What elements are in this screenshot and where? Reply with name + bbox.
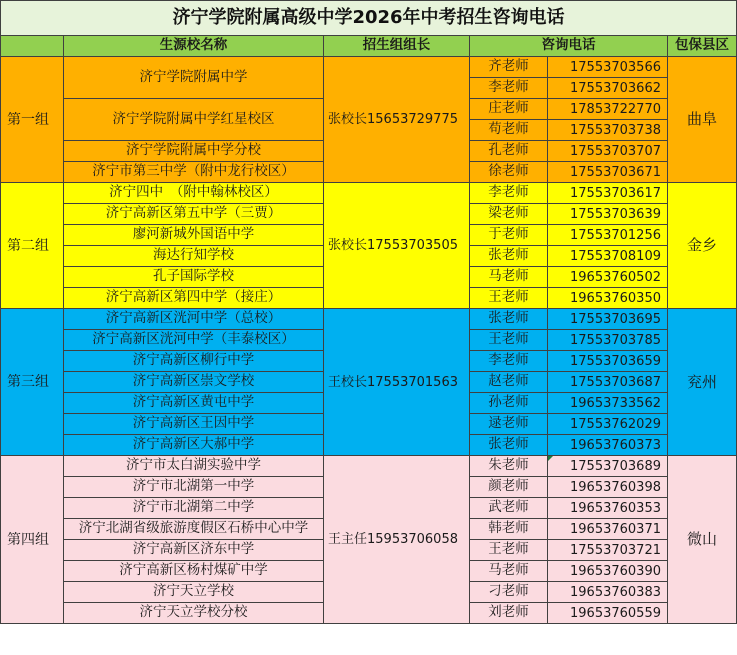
group-leader: 张校长17553703505: [324, 183, 470, 309]
phone-number: 19653760373: [548, 435, 668, 456]
header-blank: [1, 36, 64, 57]
school-name: 济宁学院附属中学红星校区: [64, 99, 324, 141]
county-name: 微山: [668, 456, 737, 624]
school-name: 济宁高新区第五中学（三贾）: [64, 204, 324, 225]
group-name: 第一组: [1, 57, 64, 183]
teacher-name: 王老师: [470, 330, 548, 351]
teacher-name: 韩老师: [470, 519, 548, 540]
teacher-name: 颜老师: [470, 477, 548, 498]
teacher-name: 马老师: [470, 561, 548, 582]
teacher-name: 王老师: [470, 540, 548, 561]
phone-number: 17553703707: [548, 141, 668, 162]
school-name: 济宁市太白湖实验中学: [64, 456, 324, 477]
phone-number: 19653733562: [548, 393, 668, 414]
school-name: 济宁高新区大郝中学: [64, 435, 324, 456]
phone-number: 17553703785: [548, 330, 668, 351]
teacher-name: 苟老师: [470, 120, 548, 141]
school-name: 济宁市北湖第一中学: [64, 477, 324, 498]
table-row: [1, 183, 737, 204]
school-name: 济宁高新区黄屯中学: [64, 393, 324, 414]
school-name: 济宁高新区王因中学: [64, 414, 324, 435]
school-name: 廖河新城外国语中学: [64, 225, 324, 246]
phone-number: 17553703617: [548, 183, 668, 204]
school-name: 济宁市第三中学（附中龙行校区）: [64, 162, 324, 183]
school-name: 济宁学院附属中学分校: [64, 141, 324, 162]
teacher-name: 孙老师: [470, 393, 548, 414]
phone-number: 17553703687: [548, 372, 668, 393]
phone-number: 17553703695: [548, 309, 668, 330]
phone-number: 17553703639: [548, 204, 668, 225]
header-school: 生源校名称: [64, 36, 324, 57]
school-name: 济宁北湖省级旅游度假区石桥中心中学: [64, 519, 324, 540]
school-name: 海达行知学校: [64, 246, 324, 267]
phone-number: 17553708109: [548, 246, 668, 267]
header-county: 包保县区: [668, 36, 737, 57]
teacher-name: 徐老师: [470, 162, 548, 183]
title-row: [1, 1, 737, 36]
phone-number: 17553762029: [548, 414, 668, 435]
teacher-name: 朱老师: [470, 456, 548, 477]
group-leader: 王校长17553701563: [324, 309, 470, 456]
teacher-name: 赵老师: [470, 372, 548, 393]
table-row: [1, 57, 737, 78]
phone-number: 19653760353: [548, 498, 668, 519]
teacher-name: 梁老师: [470, 204, 548, 225]
phone-number: 17553703671: [548, 162, 668, 183]
phone-number: 17553703659: [548, 351, 668, 372]
header-phone: 咨询电话: [470, 36, 668, 57]
school-name: 济宁高新区崇文学校: [64, 372, 324, 393]
header-leader: 招生组组长: [324, 36, 470, 57]
phone-number: 17553703566: [548, 57, 668, 78]
phone-number: 19653760559: [548, 603, 668, 624]
phone-number: 19653760502: [548, 267, 668, 288]
school-name: 济宁天立学校分校: [64, 603, 324, 624]
phone-number: 19653760350: [548, 288, 668, 309]
table-row: [1, 456, 737, 477]
teacher-name: 李老师: [470, 78, 548, 99]
teacher-name: 刘老师: [470, 603, 548, 624]
phone-number: 17553701256: [548, 225, 668, 246]
phone-number: 19653760371: [548, 519, 668, 540]
teacher-name: 武老师: [470, 498, 548, 519]
school-name: 济宁高新区柳行中学: [64, 351, 324, 372]
group-name: 第四组: [1, 456, 64, 624]
teacher-name: 庄老师: [470, 99, 548, 120]
header-row: [1, 36, 737, 57]
group-leader: 王主任15953706058: [324, 456, 470, 624]
school-name: 济宁学院附属中学: [64, 57, 324, 99]
phone-number: 17853722770: [548, 99, 668, 120]
phone-number: 17553703738: [548, 120, 668, 141]
teacher-name: 李老师: [470, 183, 548, 204]
teacher-name: 孔老师: [470, 141, 548, 162]
county-name: 金乡: [668, 183, 737, 309]
teacher-name: 刁老师: [470, 582, 548, 603]
school-name: 济宁高新区杨村煤矿中学: [64, 561, 324, 582]
table-row: [1, 309, 737, 330]
school-name: 济宁高新区洸河中学（丰泰校区）: [64, 330, 324, 351]
teacher-name: 张老师: [470, 309, 548, 330]
teacher-name: 于老师: [470, 225, 548, 246]
phone-number: 17553703689: [548, 456, 668, 477]
county-name: 曲阜: [668, 57, 737, 183]
county-name: 兖州: [668, 309, 737, 456]
school-name: 济宁四中 （附中翰林校区）: [64, 183, 324, 204]
school-name: 济宁高新区洸河中学（总校）: [64, 309, 324, 330]
teacher-name: 逯老师: [470, 414, 548, 435]
school-name: 济宁市北湖第二中学: [64, 498, 324, 519]
phone-number: 19653760398: [548, 477, 668, 498]
teacher-name: 马老师: [470, 267, 548, 288]
teacher-name: 李老师: [470, 351, 548, 372]
group-name: 第三组: [1, 309, 64, 456]
phone-number: 19653760390: [548, 561, 668, 582]
group-name: 第二组: [1, 183, 64, 309]
teacher-name: 张老师: [470, 435, 548, 456]
school-name: 孔子国际学校: [64, 267, 324, 288]
group-leader: 张校长15653729775: [324, 57, 470, 183]
teacher-name: 王老师: [470, 288, 548, 309]
school-name: 济宁天立学校: [64, 582, 324, 603]
teacher-name: 张老师: [470, 246, 548, 267]
page-title: 济宁学院附属高级中学2026年中考招生咨询电话: [1, 1, 737, 36]
phone-number: 19653760383: [548, 582, 668, 603]
school-name: 济宁高新区第四中学（接庄）: [64, 288, 324, 309]
phone-number: 17553703662: [548, 78, 668, 99]
phone-number: 17553703721: [548, 540, 668, 561]
school-name: 济宁高新区济东中学: [64, 540, 324, 561]
teacher-name: 齐老师: [470, 57, 548, 78]
